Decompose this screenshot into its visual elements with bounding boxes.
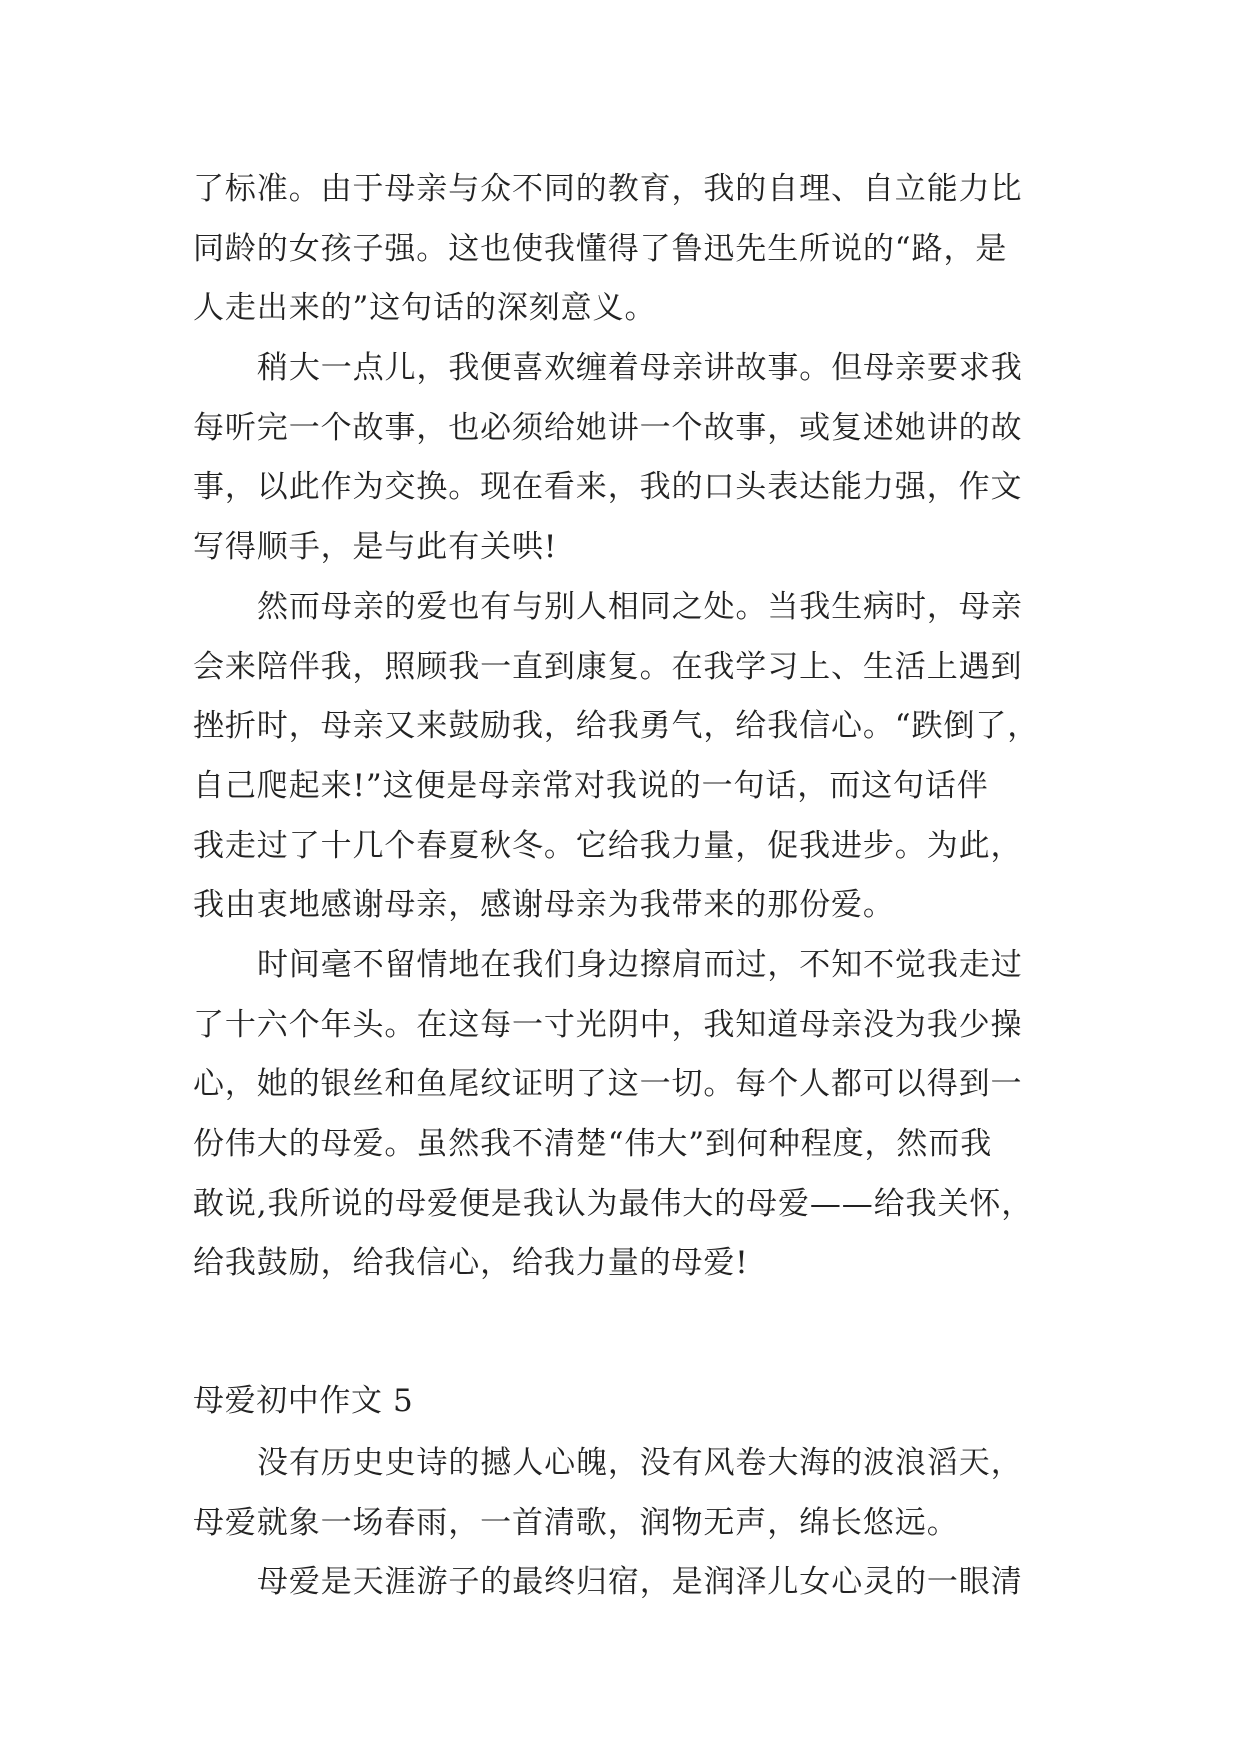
paragraph [193,1434,1073,1553]
text-line: 然而母亲的爱也有与别人相同之处。当我生病时，母亲 [257,588,1023,625]
text-line: 时间毫不留情地在我们身边擦肩而过，不知不觉我走过 [257,946,1023,983]
text-line: 心，她的银丝和鱼尾纹证明了这一切。每个人都可以得到一 [193,1066,1023,1103]
text-line: 挫折时，母亲又来鼓励我，给我勇气，给我信心。“跌倒了， [193,708,1040,745]
paragraph [193,339,1073,578]
text-line: 母爱是天涯游子的最终归宿，是润泽儿女心灵的一眼清 [257,1564,1023,1601]
paragraph [193,1553,1073,1613]
text-line: 稍大一点儿，我便喜欢缠着母亲讲故事。但母亲要求我 [257,350,1023,387]
text-line: 母爱就象一场春雨，一首清歌，润物无声，绵长悠远。 [193,1504,959,1541]
text-line: 我由衷地感谢母亲，感谢母亲为我带来的那份爱。 [193,887,895,924]
section-title: 母爱初中作文 5 [193,1383,414,1420]
text-line: 事，以此作为交换。现在看来，我的口头表达能力强，作文 [193,469,1023,506]
text-line: 写得顺手，是与此有关哄! [193,529,558,566]
paragraph [193,160,1073,339]
document-body [193,160,1073,1613]
text-line: 了标准。由于母亲与众不同的教育，我的自理、自立能力比 [193,171,1023,207]
text-line: 我走过了十几个春夏秋冬。它给我力量，促我进步。为此， [193,827,1023,864]
text-line: 每听完一个故事，也必须给她讲一个故事，或复述她讲的故 [193,409,1023,446]
text-line: 人走出来的”这句话的深刻意义。 [193,290,657,327]
text-line: 敢说,我所说的母爱便是我认为最伟大的母爱——给我关怀， [193,1185,1034,1222]
paragraph [193,936,1073,1294]
text-line: 份伟大的母爱。虽然我不清楚“伟大”到何种程度，然而我 [193,1126,993,1162]
paragraph [193,578,1073,936]
text-line: 没有历史史诗的撼人心魄，没有风卷大海的波浪滔天， [257,1445,1023,1482]
text-line: 自己爬起来!”这便是母亲常对我说的一句话，而这句话伴 [193,767,989,804]
text-line: 会来陪伴我，照顾我一直到康复。在我学习上、生活上遇到 [193,648,1023,685]
section-gap [193,1294,1073,1368]
text-line: 给我鼓励，给我信心，给我力量的母爱! [193,1245,749,1282]
text-line: 了十六个年头。在这每一寸光阴中，我知道母亲没为我少操 [193,1006,1023,1043]
text-line: 同龄的女孩子强。这也使我懂得了鲁迅先生所说的“路，是 [193,230,1008,267]
